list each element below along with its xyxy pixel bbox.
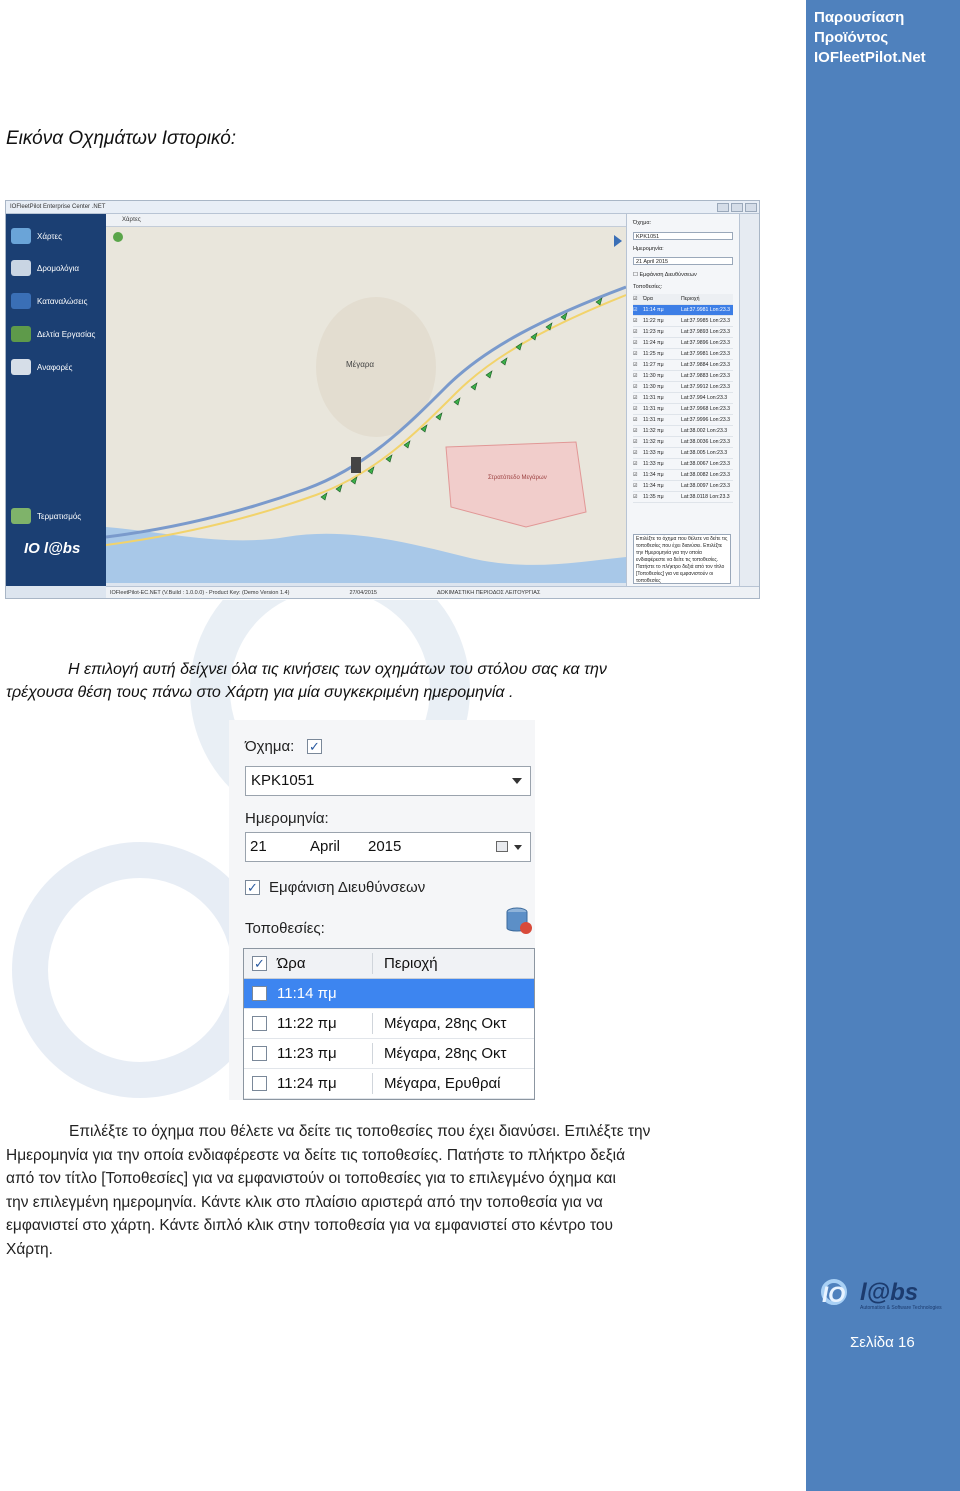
nav-item-work-orders[interactable]: Δελτία Εργασίας xyxy=(11,326,95,342)
calendar-icon xyxy=(496,841,508,852)
zoom-locations-table xyxy=(243,948,535,1100)
right-sidebar xyxy=(806,0,960,1491)
svg-text:l@bs: l@bs xyxy=(860,1279,919,1306)
help-text-box: Επιλέξτε το όχημα που θέλετε να δείτε τις τοποθεσίες που έχει διανύσει. Επιλέξτε την Ημερομηνία για την οποία ενδιαφέρεστε να δείτε τις τοποθεσίες. Πατήστε το πλήκτρο δεξιά από τον τίτλο [Τοποθεσίες] για να εμφανιστούν οι τοποθεσίες xyxy=(633,534,731,584)
row-checkbox[interactable] xyxy=(252,1046,267,1061)
caption-line-1: Η επιλογή αυτή δείχνει όλα τις κινήσεις των οχημάτων του στόλου σας κα την xyxy=(68,661,607,678)
list-item[interactable]: ☑ 11:30 πμ Lat:37.9912 Lon:23.3 xyxy=(633,382,733,393)
table-header: ✓ Ώρα Περιοχή xyxy=(244,949,534,979)
window-buttons xyxy=(717,203,757,212)
list-item[interactable]: ☑ 11:34 πμ Lat:38.0097 Lon:23.3 xyxy=(633,481,733,492)
chevron-down-icon xyxy=(512,778,522,784)
svg-text:IO: IO xyxy=(822,1282,846,1307)
svg-text:Μέγαρα: Μέγαρα xyxy=(346,360,375,369)
history-panel xyxy=(626,214,740,586)
select-all-checkbox[interactable]: ✓ xyxy=(252,956,267,971)
table-row[interactable]: 11:22 πμ Μέγαρα, 28ης Οκτ xyxy=(244,1009,534,1039)
table-row[interactable]: 11:24 πμ Μέγαρα, Ερυθραί xyxy=(244,1069,534,1099)
status-bar xyxy=(106,586,759,598)
side-tab[interactable] xyxy=(746,474,754,554)
paragraph-line: Επιλέξτε το όχημα που θέλετε να δείτε τις τοποθεσίες που έχει διανύσει. Επιλέξτε την xyxy=(69,1123,651,1140)
window-title: IOFleetPilot Enterprise Center .NET xyxy=(10,204,106,210)
zoom-show-addresses-label: Εμφάνιση Διευθύνσεων xyxy=(269,879,426,896)
status-period: ΔΟΚΙΜΑΣΤΙΚΗ ΠΕΡΙΟΔΟΣ ΛΕΙΤΟΥΡΓΙΑΣ xyxy=(436,590,541,596)
paragraph-line: εμφανιστεί στο χάρτη. Κάντε διπλό κλικ στην τοποθεσία για να εμφανιστεί στο κέντρο του xyxy=(6,1217,613,1234)
map-tab[interactable]: Χάρτες xyxy=(106,214,626,227)
chevron-down-icon xyxy=(514,845,522,850)
paragraph-line: Ημερομηνία για την οποία ενδιαφέρεστε να δείτε τις τοποθεσίες. Πατήστε το πλήκτρο δεξιά xyxy=(6,1146,626,1164)
footer-logo xyxy=(820,1276,944,1317)
zoom-date-label: Ημερομηνία: xyxy=(245,810,329,827)
vehicle-combo[interactable]: KPK1051 xyxy=(633,232,733,240)
nav-item-routes[interactable]: Δρομολόγια xyxy=(11,260,79,276)
status-date: 27/04/2015 xyxy=(349,590,377,596)
zoom-locations-label: Τοποθεσίες: xyxy=(245,920,325,937)
nav-item-consumption[interactable]: Καταναλώσεις xyxy=(11,293,87,309)
date-label: Ημερομηνία: xyxy=(633,246,664,252)
nav-item-reports[interactable]: Αναφορές xyxy=(11,359,72,375)
description-paragraph xyxy=(6,1120,796,1261)
list-item[interactable]: ☑ 11:35 πμ Lat:38.0118 Lon:23.3 xyxy=(633,492,733,503)
caption-line-2: τρέχουσα θέση τους πάνω στο Χάρτη για μία συγκεκριμένη ημερομηνία . xyxy=(6,684,514,701)
show-addresses-checkbox[interactable]: ☐ Εμφάνιση Διευθύνσεων xyxy=(633,272,697,278)
zoom-vehicle-label: Όχημα: xyxy=(245,738,295,755)
footer-logo-sub: Automation & Software Technologies xyxy=(860,1305,942,1311)
map-icon xyxy=(11,228,31,244)
app-screenshot xyxy=(5,200,760,599)
app-logo: IO l@bs xyxy=(24,540,81,557)
window-titlebar xyxy=(6,201,759,214)
list-item[interactable]: ☑ 11:33 πμ Lat:38.005 Lon:23.3 xyxy=(633,448,733,459)
route-icon xyxy=(11,260,31,276)
database-refresh-icon[interactable] xyxy=(505,906,533,936)
row-checkbox[interactable] xyxy=(252,986,267,1001)
zoomed-panel xyxy=(229,720,535,1100)
nav-item-maps[interactable]: Χάρτες xyxy=(11,228,62,244)
paragraph-line: την επιλεγμένη ημερομηνία. Κάντε κλικ στο πλαίσιο αριστερά από την τοποθεσία για να xyxy=(6,1193,603,1211)
row-checkbox[interactable] xyxy=(252,1076,267,1091)
fuel-icon xyxy=(11,293,31,309)
nav-item-exit[interactable]: Τερματισμός xyxy=(11,508,81,524)
product-header xyxy=(814,8,926,68)
list-item[interactable]: ☑ 11:31 πμ Lat:37.994 Lon:23.3 xyxy=(633,393,733,404)
list-item[interactable]: ☑ 11:31 πμ Lat:37.9968 Lon:23.3 xyxy=(633,404,733,415)
header-line-3: IOFleetPilot.Net xyxy=(814,49,926,66)
list-header: ☑ Ώρα Περιοχή xyxy=(633,294,733,305)
locations-list xyxy=(633,294,733,503)
document-icon xyxy=(11,326,31,342)
svg-text:Στρατόπεδο Μεγάρων: Στρατόπεδο Μεγάρων xyxy=(488,475,547,481)
list-item[interactable]: ☑ 11:34 πμ Lat:38.0082 Lon:23.3 xyxy=(633,470,733,481)
date-picker[interactable]: 21 April 2015 xyxy=(633,257,733,265)
zoom-show-addresses-checkbox[interactable]: ✓ xyxy=(245,880,260,895)
app-left-nav xyxy=(6,214,106,586)
side-tabs xyxy=(739,214,760,586)
header-line-1: Παρουσίαση xyxy=(814,9,905,26)
exit-icon xyxy=(11,508,31,524)
side-tab[interactable] xyxy=(746,244,754,324)
zoom-vehicle-checkbox[interactable]: ✓ xyxy=(307,739,322,754)
list-item[interactable]: ☑ 11:22 πμ Lat:37.9985 Lon:23.3 xyxy=(633,316,733,327)
zoom-vehicle-combo[interactable]: KPK1051 xyxy=(245,766,531,796)
page-number: Σελίδα 16 xyxy=(850,1334,915,1351)
list-item[interactable]: ☑ 11:27 πμ Lat:37.9884 Lon:23.3 xyxy=(633,360,733,371)
vehicle-icon xyxy=(351,457,361,473)
list-item[interactable]: ☑ 11:32 πμ Lat:38.0036 Lon:23.3 xyxy=(633,437,733,448)
list-item[interactable]: ☑ 11:23 πμ Lat:37.9893 Lon:23.3 xyxy=(633,327,733,338)
list-item[interactable]: ☑ 11:30 πμ Lat:37.9883 Lon:23.3 xyxy=(633,371,733,382)
map-view[interactable] xyxy=(106,227,626,583)
table-row[interactable]: 11:23 πμ Μέγαρα, 28ης Οκτ xyxy=(244,1039,534,1069)
table-row[interactable]: 11:14 πμ xyxy=(244,979,534,1009)
paragraph-line: από τον τίτλο [Τοποθεσίες] για να εμφανιστούν οι τοποθεσίες για το επιλεγμένο όχημα και xyxy=(6,1170,616,1187)
list-item[interactable]: ☑ 11:31 πμ Lat:37.9996 Lon:23.3 xyxy=(633,415,733,426)
locations-label: Τοποθεσίες: xyxy=(633,284,663,290)
row-checkbox[interactable] xyxy=(252,1016,267,1031)
zoom-date-picker[interactable]: 21 April 2015 xyxy=(245,832,531,862)
status-build: IOFleetPilot-EC.NET (V.Build : 1.0.0.0) - Product Key: (Demo Version 1.4) xyxy=(110,590,290,596)
side-tab[interactable] xyxy=(746,364,754,444)
paragraph-line: Χάρτη. xyxy=(6,1240,53,1258)
vehicle-label: Όχημα: xyxy=(633,220,652,226)
list-item[interactable]: ☑ 11:24 πμ Lat:37.9896 Lon:23.3 xyxy=(633,338,733,349)
printer-icon xyxy=(11,359,31,375)
refresh-icon[interactable] xyxy=(113,232,123,242)
header-line-2: Προϊόντος xyxy=(814,29,889,46)
list-item[interactable]: ☑ 11:14 πμ Lat:37.9981 Lon:23.3 xyxy=(633,305,733,316)
list-item[interactable]: ☑ 11:33 πμ Lat:38.0067 Lon:23.3 xyxy=(633,459,733,470)
list-item[interactable]: ☑ 11:25 πμ Lat:37.9981 Lon:23.3 xyxy=(633,349,733,360)
list-item[interactable]: ☑ 11:32 πμ Lat:38.002 Lon:23.3 xyxy=(633,426,733,437)
page-heading: Εικόνα Οχημάτων Ιστορικό: xyxy=(6,128,237,149)
caption xyxy=(6,658,786,704)
